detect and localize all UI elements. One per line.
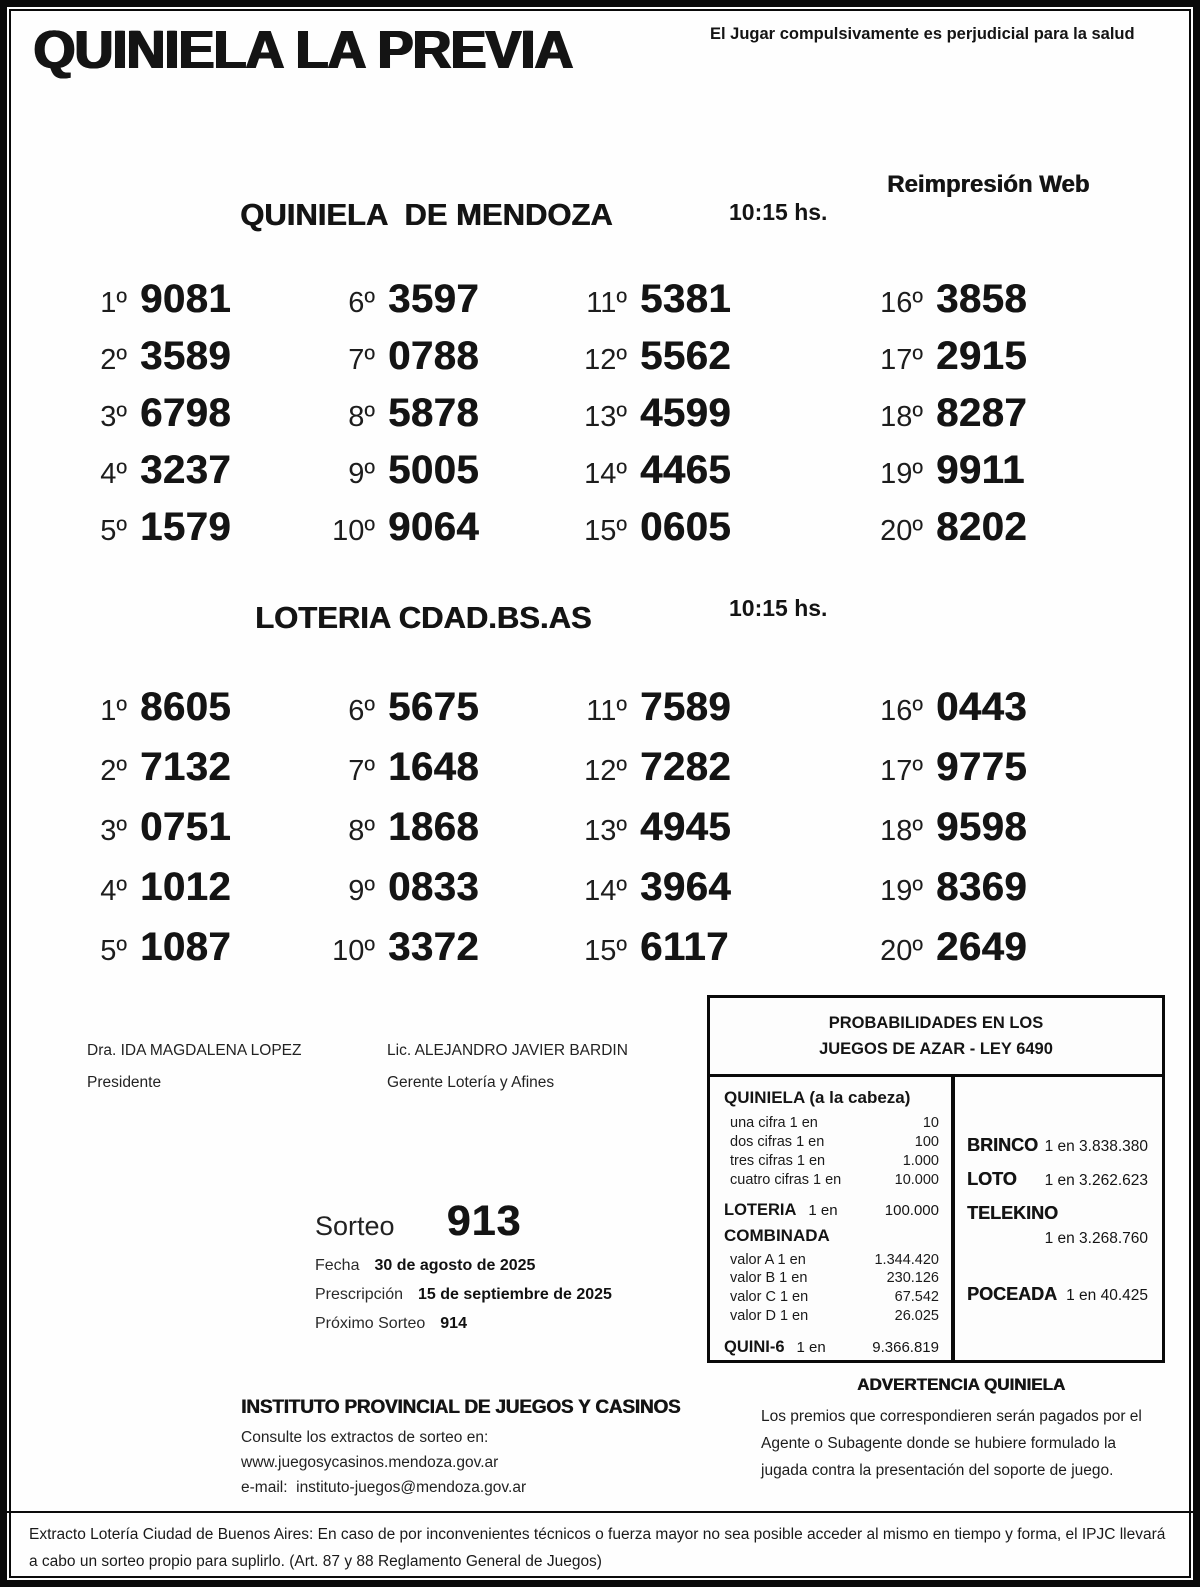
result-position: 4º	[100, 875, 127, 907]
footer-disclaimer: Extracto Lotería Ciudad de Buenos Aires: En caso de por inconvenientes técnicos o fuerza mayor no sea posible acceder al mismo en tiempo y forma, el IPJC llevará a cabo un sorteo propio para suplirlo. (Art. 87 y 88 Reglamento General de Juegos)	[29, 1526, 1166, 1571]
odds-value: 230.126	[886, 1270, 939, 1287]
institute-email: e-mail: instituto-juegos@mendoza.gov.ar	[241, 1479, 527, 1496]
result-position: 9º	[348, 875, 375, 907]
result-number: 3858	[936, 277, 1027, 321]
institute-block	[241, 1397, 721, 1497]
result-position: 18º	[880, 815, 923, 847]
quini6-odds-label: QUINI-6	[724, 1337, 785, 1356]
section-title-bsas: LOTERIA CDAD.BS.AS	[255, 600, 592, 635]
result-number: 0788	[388, 334, 479, 378]
result-number: 5562	[640, 334, 731, 378]
odds-label: cuatro cifras 1 en	[730, 1171, 842, 1188]
result-position: 9º	[348, 458, 375, 490]
loteria-odds-mid: 1 en	[808, 1201, 838, 1219]
result-number: 8605	[140, 685, 231, 729]
odds-row	[724, 1288, 939, 1307]
result-item	[569, 747, 865, 787]
odds-value: 26.025	[894, 1308, 939, 1325]
probabilities-box	[707, 995, 1165, 1363]
game-odds-value: 1 en 3.838.380	[1044, 1138, 1148, 1156]
result-item	[317, 393, 569, 433]
result-number: 7282	[640, 745, 731, 789]
prescripcion-value: 15 de septiembre de 2025	[418, 1286, 612, 1303]
result-item	[569, 687, 865, 727]
loteria-odds-row	[724, 1201, 939, 1220]
results-grid-mendoza	[69, 279, 1159, 547]
result-item	[317, 867, 569, 907]
result-number: 0605	[640, 505, 731, 549]
probabilities-left-column	[710, 1077, 955, 1360]
result-number: 6798	[140, 391, 231, 435]
result-position: 5º	[100, 935, 127, 967]
game-name: BRINCO	[967, 1135, 1038, 1156]
result-number: 3237	[140, 448, 231, 492]
result-position: 10º	[332, 515, 375, 547]
page-title: QUINIELA LA PREVIA	[33, 20, 573, 80]
signatory	[87, 1042, 387, 1092]
odds-row	[724, 1307, 939, 1326]
result-position: 16º	[880, 695, 923, 727]
result-number: 0751	[140, 805, 231, 849]
result-number: 5005	[388, 448, 479, 492]
signatory-name: Lic. ALEJANDRO JAVIER BARDIN	[387, 1042, 628, 1059]
result-item	[865, 807, 1159, 847]
institute-consult-line: Consulte los extractos de sorteo en:	[241, 1429, 489, 1446]
result-item	[865, 450, 1159, 490]
odds-label: valor D 1 en	[730, 1308, 809, 1325]
quiniela-odds-rows	[724, 1114, 939, 1189]
sorteo-number: 913	[446, 1197, 522, 1245]
result-number: 3372	[388, 925, 479, 969]
combinada-odds-header: COMBINADA	[724, 1225, 830, 1245]
result-number: 9775	[936, 745, 1027, 789]
result-position: 19º	[880, 875, 923, 907]
proximo-sorteo-label: Próximo Sorteo	[315, 1315, 426, 1332]
result-number: 9081	[140, 277, 231, 321]
result-position: 11º	[586, 287, 627, 319]
result-item	[317, 450, 569, 490]
odds-row	[724, 1152, 939, 1171]
sorteo-label: Sorteo	[315, 1211, 395, 1241]
result-item	[69, 747, 317, 787]
signatory-role: Presidente	[87, 1074, 162, 1091]
result-number: 6117	[640, 925, 729, 969]
result-item	[69, 279, 317, 319]
result-item	[569, 336, 865, 376]
result-item	[317, 507, 569, 547]
quini6-odds-value: 9.366.819	[872, 1338, 939, 1356]
result-number: 0443	[936, 685, 1027, 729]
sorteo-line	[315, 1197, 695, 1246]
result-number: 5878	[388, 391, 479, 435]
result-position: 15º	[584, 935, 627, 967]
result-position: 20º	[880, 515, 923, 547]
probabilities-body	[710, 1077, 1162, 1360]
result-item	[865, 687, 1159, 727]
result-number: 3597	[388, 277, 479, 321]
result-number: 8369	[936, 865, 1027, 909]
probabilities-title-line2: JUEGOS DE AZAR - LEY 6490	[819, 1039, 1053, 1058]
signatures-block	[87, 1042, 687, 1092]
odds-row	[724, 1171, 939, 1190]
result-item	[865, 507, 1159, 547]
result-item	[69, 393, 317, 433]
result-number: 8202	[936, 505, 1027, 549]
result-item	[69, 807, 317, 847]
result-number: 4945	[640, 805, 731, 849]
result-position: 2º	[100, 344, 127, 376]
result-number: 7132	[140, 745, 231, 789]
fecha-row	[315, 1257, 695, 1275]
odds-label: una cifra 1 en	[730, 1115, 818, 1132]
result-number: 1087	[140, 925, 231, 969]
result-number: 1012	[140, 865, 231, 909]
result-number: 9598	[936, 805, 1027, 849]
result-item	[317, 687, 569, 727]
odds-label: valor B 1 en	[730, 1270, 808, 1287]
result-number: 9911	[936, 448, 1025, 492]
result-item	[569, 450, 865, 490]
game-odds-row	[967, 1203, 1148, 1248]
odds-value: 1.000	[902, 1152, 939, 1169]
proximo-sorteo-value: 914	[440, 1315, 467, 1332]
result-number: 0833	[388, 865, 479, 909]
result-position: 3º	[100, 815, 127, 847]
result-position: 15º	[584, 515, 627, 547]
institute-website: www.juegosycasinos.mendoza.gov.ar	[241, 1454, 499, 1471]
odds-value: 10.000	[894, 1171, 939, 1188]
result-position: 13º	[584, 401, 627, 433]
result-item	[865, 279, 1159, 319]
game-odds-value: 1 en 40.425	[1066, 1287, 1148, 1305]
institute-name: INSTITUTO PROVINCIAL DE JUEGOS Y CASINOS	[241, 1397, 681, 1418]
result-number: 2649	[936, 925, 1027, 969]
prescripcion-label: Prescripción	[315, 1286, 404, 1303]
result-position: 11º	[586, 695, 627, 727]
result-position: 1º	[100, 287, 127, 319]
result-number: 4599	[640, 391, 731, 435]
result-item	[865, 747, 1159, 787]
quiniela-warning-body: Los premios que correspondieren serán pagados por el Agente o Subagente donde se hubiere formulado la jugada contra la presentación del soporte de juego.	[761, 1408, 1142, 1480]
result-position: 17º	[880, 755, 923, 787]
result-position: 8º	[348, 815, 375, 847]
result-position: 6º	[348, 287, 375, 319]
signatory-name: Dra. IDA MAGDALENA LOPEZ	[87, 1042, 302, 1059]
prescripcion-row	[315, 1286, 695, 1304]
result-item	[569, 279, 865, 319]
game-name: LOTO	[967, 1169, 1017, 1190]
fecha-label: Fecha	[315, 1257, 360, 1274]
result-position: 18º	[880, 401, 923, 433]
result-number: 9064	[388, 505, 479, 549]
odds-row	[724, 1269, 939, 1288]
result-number: 2915	[936, 334, 1027, 378]
odds-row	[724, 1114, 939, 1133]
signatory	[387, 1042, 687, 1092]
result-item	[569, 393, 865, 433]
odds-row	[724, 1251, 939, 1270]
result-position: 20º	[880, 935, 923, 967]
result-number: 7589	[640, 685, 731, 729]
result-number: 1868	[388, 805, 479, 849]
quini6-odds-mid: 1 en	[796, 1338, 826, 1356]
odds-value: 100	[914, 1133, 939, 1150]
loteria-odds-value: 100.000	[884, 1201, 939, 1219]
result-position: 17º	[880, 344, 923, 376]
result-number: 3589	[140, 334, 231, 378]
result-position: 5º	[100, 515, 127, 547]
reprint-label: Reimpresión Web	[887, 171, 1090, 198]
fecha-value: 30 de agosto de 2025	[374, 1257, 536, 1274]
odds-value: 67.542	[894, 1289, 939, 1306]
result-position: 10º	[332, 935, 375, 967]
result-item	[865, 336, 1159, 376]
combinada-odds-rows	[724, 1251, 939, 1326]
result-position: 19º	[880, 458, 923, 490]
result-number: 1579	[140, 505, 231, 549]
odds-label: dos cifras 1 en	[730, 1133, 825, 1150]
result-item	[69, 687, 317, 727]
game-name: TELEKINO	[967, 1203, 1059, 1224]
odds-label: tres cifras 1 en	[730, 1152, 826, 1169]
loteria-odds-label: LOTERIA	[724, 1200, 797, 1219]
game-odds-value: 1 en 3.268.760	[1044, 1230, 1148, 1248]
result-item	[865, 867, 1159, 907]
quiniela-warning-block	[749, 1375, 1173, 1484]
result-position: 6º	[348, 695, 375, 727]
draw-time-bsas: 10:15 hs.	[729, 595, 828, 621]
quiniela-odds-header: QUINIELA (a la cabeza)	[724, 1088, 911, 1108]
result-position: 13º	[584, 815, 627, 847]
result-item	[69, 507, 317, 547]
game-odds-row	[967, 1135, 1148, 1156]
game-name: POCEADA	[967, 1284, 1058, 1305]
result-position: 8º	[348, 401, 375, 433]
result-item	[569, 867, 865, 907]
result-item	[865, 927, 1159, 967]
result-item	[317, 807, 569, 847]
result-number: 3964	[640, 865, 731, 909]
result-number: 5381	[640, 277, 731, 321]
odds-row	[724, 1133, 939, 1152]
draw-time-mendoza: 10:15 hs.	[729, 199, 828, 225]
probabilities-title	[710, 998, 1162, 1077]
section-title-mendoza: QUINIELA DE MENDOZA	[240, 197, 613, 232]
result-item	[317, 747, 569, 787]
result-position: 12º	[584, 344, 627, 376]
proximo-sorteo-row	[315, 1315, 695, 1333]
result-item	[69, 450, 317, 490]
result-item	[569, 927, 865, 967]
result-position: 7º	[348, 755, 375, 787]
game-odds-value: 1 en 3.262.623	[1044, 1172, 1148, 1190]
footer-divider	[7, 1511, 1193, 1513]
result-position: 14º	[584, 458, 627, 490]
result-item	[69, 927, 317, 967]
result-item	[317, 279, 569, 319]
quini6-odds-row	[724, 1338, 939, 1357]
result-position: 4º	[100, 458, 127, 490]
result-item	[317, 336, 569, 376]
result-position: 12º	[584, 755, 627, 787]
result-position: 7º	[348, 344, 375, 376]
result-item	[569, 507, 865, 547]
health-warning-text: El Jugar compulsivamente es perjudicial para la salud	[710, 25, 1135, 43]
results-grid-bsas	[69, 687, 1159, 967]
probabilities-title-line1: PROBABILIDADES EN LOS	[828, 1014, 1044, 1032]
game-odds-row	[967, 1284, 1148, 1305]
result-item	[569, 807, 865, 847]
quiniela-warning-title: ADVERTENCIA QUINIELA	[856, 1375, 1066, 1394]
result-number: 5675	[388, 685, 479, 729]
result-position: 2º	[100, 755, 127, 787]
odds-value: 10	[922, 1115, 939, 1132]
odds-value: 1.344.420	[874, 1251, 939, 1268]
result-item	[865, 393, 1159, 433]
result-number: 8287	[936, 391, 1027, 435]
result-position: 14º	[584, 875, 627, 907]
result-number: 4465	[640, 448, 731, 492]
signatory-role: Gerente Lotería y Afines	[387, 1074, 555, 1091]
odds-label: valor A 1 en	[730, 1251, 806, 1268]
odds-label: valor C 1 en	[730, 1289, 809, 1306]
result-position: 3º	[100, 401, 127, 433]
result-item	[317, 927, 569, 967]
result-position: 16º	[880, 287, 923, 319]
result-item	[69, 867, 317, 907]
result-item	[69, 336, 317, 376]
result-position: 1º	[100, 695, 127, 727]
game-odds-row	[967, 1169, 1148, 1190]
result-number: 1648	[388, 745, 479, 789]
draw-info-block	[315, 1197, 695, 1333]
probabilities-right-column	[955, 1077, 1162, 1360]
